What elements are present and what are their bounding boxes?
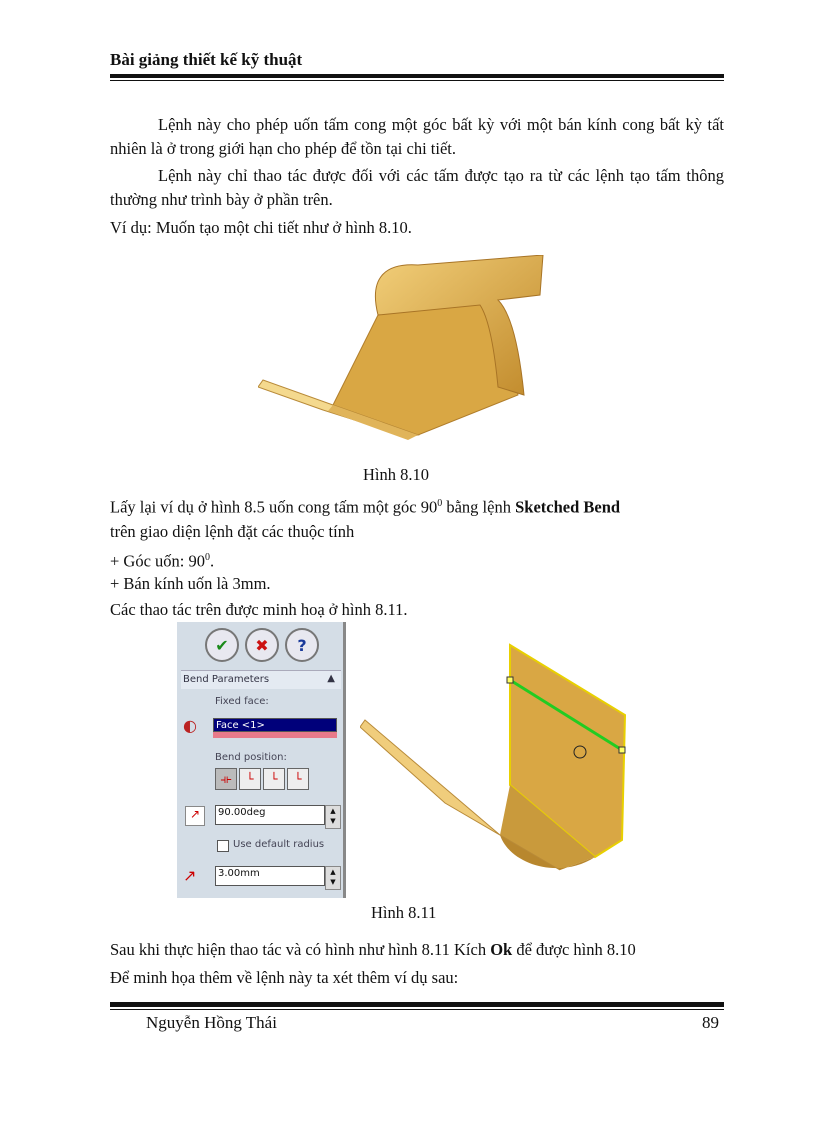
bend-position-inside-button[interactable] <box>239 768 261 790</box>
paragraph-10: Để minh họa thêm về lệnh này ta xét thêm ví dụ sau: <box>110 968 459 987</box>
face-icon: ◐ <box>183 716 197 735</box>
figure-8-10-image <box>258 255 548 445</box>
centerline-icon: ⟛ <box>220 772 232 786</box>
paragraph-6-sup: 0 <box>205 552 211 563</box>
fixed-face-underline <box>213 732 337 738</box>
paragraph-5: trên giao diện lệnh đặt các thuộc tính <box>110 522 355 541</box>
paragraph-9-text: Sau khi thực hiện thao tác và có hình như hình 8.11 Kích <box>110 940 491 959</box>
cancel-button[interactable] <box>245 628 279 662</box>
footer-author: Nguyễn Hồng Thái <box>146 1013 277 1032</box>
paragraph-4 <box>110 492 724 520</box>
bend-position-centerline-button[interactable] <box>215 768 237 790</box>
footer-rule-thin <box>110 1009 724 1010</box>
paragraph-7: + Bán kính uốn là 3mm. <box>110 574 271 593</box>
paragraph-6-text: + Góc uốn: 90 <box>110 551 206 571</box>
paragraph-4-sup: 0 <box>437 498 443 509</box>
paragraph-3: Ví dụ: Muốn tạo một chi tiết như ở hình 8.10. <box>110 218 412 237</box>
ok-button[interactable] <box>205 628 239 662</box>
bend-position-outside-button[interactable] <box>263 768 285 790</box>
footer-page-number: 89 <box>702 1013 719 1032</box>
x-icon: ✖ <box>255 635 269 655</box>
paragraph-4-mid: bằng lệnh <box>442 497 516 517</box>
paragraph-1: Lệnh này cho phép uốn tấm cong một góc bất kỳ với một bán kính cong bất kỳ tất nhiên là ở trong giới hạn cho phép để tồn tại chi tiết. <box>110 115 724 158</box>
paragraph-6-post: . <box>210 551 215 571</box>
outside-icon: └ <box>270 772 278 786</box>
header-rule-thin <box>110 80 724 81</box>
paragraph-9-post: để được hình 8.10 <box>512 940 636 959</box>
angle-input[interactable]: 90.00deg <box>215 805 325 825</box>
paragraph-4-bold: Sketched Bend <box>515 497 621 517</box>
paragraph-9-bold: Ok <box>490 940 513 959</box>
section-title: Bend Parameters <box>183 674 270 685</box>
caption-8-11: Hình 8.11 <box>371 903 437 922</box>
bend-position-label: Bend position: <box>215 752 287 763</box>
footer-rule <box>110 1002 724 1007</box>
radius-input[interactable]: 3.00mm <box>215 866 325 886</box>
panel-button-row <box>205 628 319 662</box>
angle-spinner[interactable]: ▲ ▼ <box>325 805 341 829</box>
caption-8-10: Hình 8.10 <box>363 465 429 484</box>
page-header-title: Bài giảng thiết kế kỹ thuật <box>110 50 303 69</box>
figure-8-11-image <box>360 625 640 887</box>
angle-icon: ↗ <box>185 806 205 826</box>
collapse-icon: ▲ <box>327 673 335 684</box>
paragraph-9 <box>110 938 724 962</box>
header-rule <box>110 74 724 78</box>
paragraph-6 <box>110 546 724 574</box>
inside-icon: └ <box>246 772 254 786</box>
use-default-radius-checkbox[interactable] <box>217 840 229 852</box>
radius-spinner[interactable]: ▲ ▼ <box>325 866 341 890</box>
bend-property-panel <box>177 622 346 898</box>
fixed-face-field[interactable]: Face <1> <box>213 718 337 732</box>
use-default-radius-label: Use default radius <box>233 839 325 850</box>
radius-icon: ↗ <box>183 866 197 885</box>
paragraph-8: Các thao tác trên được minh hoạ ở hình 8.11. <box>110 600 408 619</box>
bend-position-outline-button[interactable] <box>287 768 309 790</box>
paragraph-4-text: Lấy lại ví dụ ở hình 8.5 uốn cong tấm một góc 90 <box>110 497 438 517</box>
paragraph-2: Lệnh này chỉ thao tác được đối với các tấm được tạo ra từ các lệnh tạo tấm thông thường như trình bày ở phần trên. <box>110 166 724 209</box>
fixed-face-label: Fixed face: <box>215 696 269 707</box>
outline-icon: └ <box>294 772 302 786</box>
check-icon: ✔ <box>215 635 229 655</box>
bend-parameters-section[interactable] <box>181 670 341 689</box>
question-icon: ? <box>297 635 307 655</box>
help-button[interactable] <box>285 628 319 662</box>
